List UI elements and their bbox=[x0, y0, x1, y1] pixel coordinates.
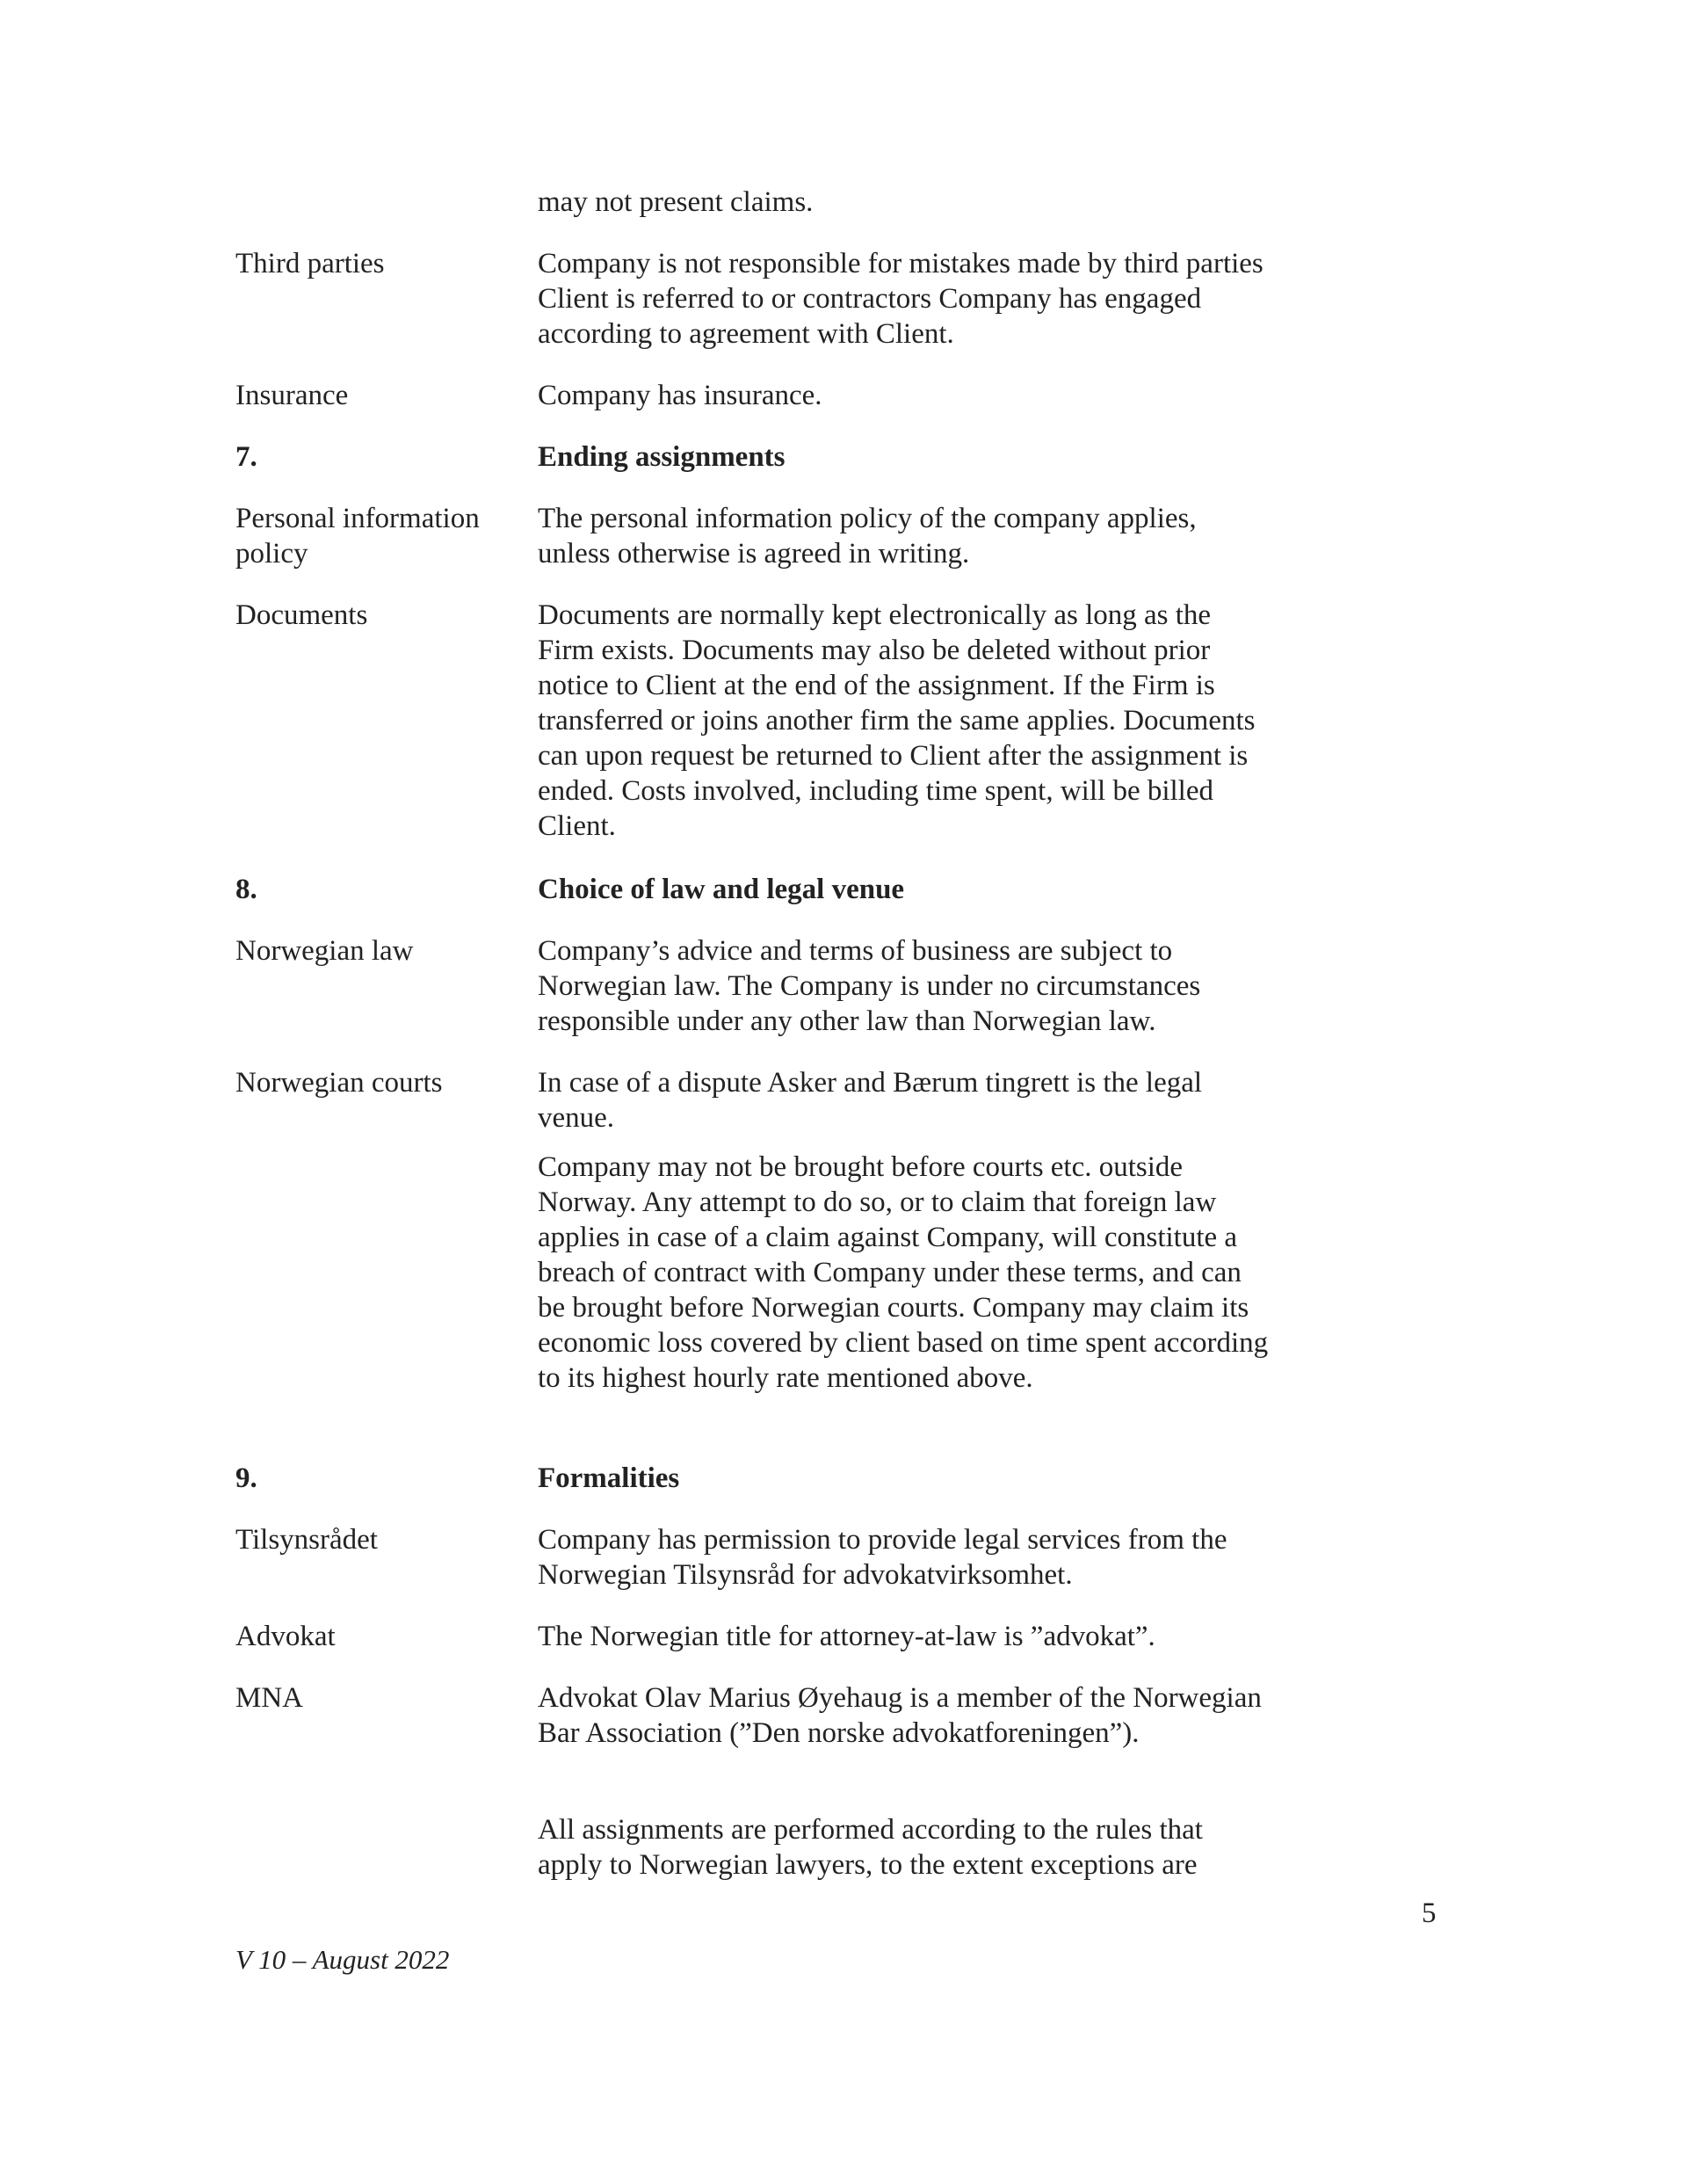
clause-label: Personal information policy bbox=[235, 503, 480, 570]
clause-label: Tilsynsrådet bbox=[235, 1524, 378, 1556]
clause-text: All assignments are performed according to the rules that apply to Norwegian lawyers, to the extent exceptions are bbox=[538, 1814, 1203, 1881]
clause-label: Advokat bbox=[235, 1621, 336, 1652]
document-page: may not present claims. Third parties Company is not responsible for mistakes made by third parties Client is referred to or contractors Company has engaged according to agreement with Client. Insurance Company has insurance. 7. Ending assignments Personal information policy The personal information policy of the company applies, unless otherwise is agreed in writing. Documents Documents are normally kept electronically as long as the Firm exists. Documents may also be deleted without prior notice to Client at the end of the assignment. If the Firm is transferred or joins another firm the same applies. Documents can upon request be returned to Client after the assignment is ended. Costs involved, including time spent, will be billed Client. 8. Choice of law and legal venue Norwegian law Company’s advice and terms of business are subject to Norwegian law. The Company is under no circumstances responsible under any other law than Norwegian law. Norwegian courts In case of a dispute Asker and Bærum tingrett is the legal venue. Company may not be brought before courts etc. outside Norway. Any attempt to do so, or to claim that foreign law applies in case of a claim against Company, will constitute a breach of contract with Company under these terms, and can be brought before Norwegian courts. Company may claim its economic loss covered by client based on time spent according to its highest hourly rate mentioned above. 9. Formalities Tilsynsrådet Company has permission to provide legal services from the Norwegian Tilsynsråd for advokatvirksomhet. Advokat The Norwegian title for attorney-at-law is ”advokat”. MNA Advokat Olav Marius Øyehaug is a member of the Norwegian Bar Association (”Den norske advokatforeningen”). All assignments are performed according to the rules that apply to Norwegian lawyers, to the extent exceptions are 5 V 10 – August 2022 bbox=[0, 0, 1687, 2184]
section-number: 7. bbox=[235, 441, 257, 473]
clause-text: Advokat Olav Marius Øyehaug is a member of the Norwegian Bar Association (”Den norske advokatforeningen”). bbox=[538, 1682, 1262, 1749]
clause-label: Third parties bbox=[235, 248, 385, 279]
clause-text: The personal information policy of the company applies, unless otherwise is agreed in writing. bbox=[538, 503, 1197, 570]
clause-label: Documents bbox=[235, 599, 368, 631]
section-number: 9. bbox=[235, 1462, 257, 1494]
section-title: Ending assignments bbox=[538, 441, 786, 473]
clause-text: The Norwegian title for attorney-at-law is ”advokat”. bbox=[538, 1621, 1155, 1652]
section-title: Choice of law and legal venue bbox=[538, 874, 905, 905]
clause-label: Norwegian law bbox=[235, 935, 414, 967]
clause-label: Norwegian courts bbox=[235, 1067, 443, 1099]
section-number: 8. bbox=[235, 874, 257, 905]
section-title: Formalities bbox=[538, 1462, 680, 1494]
clause-text: In case of a dispute Asker and Bærum tingrett is the legal venue. bbox=[538, 1067, 1203, 1134]
clause-text: Company may not be brought before courts etc. outside Norway. Any attempt to do so, or to claim that foreign law applies in case of a claim against Company, will constitute a breach of contract with Company under these terms, and can be brought before Norwegian courts. Company may claim its economic loss covered by client based on time spent according to its highest hourly rate mentioned above. bbox=[538, 1151, 1269, 1394]
clause-text: Company has permission to provide legal services from the Norwegian Tilsynsråd for advokatvirksomhet. bbox=[538, 1524, 1227, 1591]
clause-label: MNA bbox=[235, 1682, 304, 1714]
clause-text: Company has insurance. bbox=[538, 380, 822, 411]
clause-text: Documents are normally kept electronically as long as the Firm exists. Documents may also be deleted without prior notice to Client at the end of the assignment. If the Firm is transferred or joins another firm the same applies. Documents can upon request be returned to Client after the assignment is ended. Costs involved, including time spent, will be billed Client. bbox=[538, 599, 1256, 842]
clause-label: Insurance bbox=[235, 380, 349, 411]
page-number: 5 bbox=[1422, 1897, 1437, 1929]
clause-text: Company’s advice and terms of business are subject to Norwegian law. The Company is under no circumstances responsible under any other law than Norwegian law. bbox=[538, 935, 1201, 1037]
version-footer: V 10 – August 2022 bbox=[235, 1944, 450, 1975]
clause-text: Company is not responsible for mistakes made by third parties Client is referred to or contractors Company has engaged according to agreement with Client. bbox=[538, 248, 1263, 350]
